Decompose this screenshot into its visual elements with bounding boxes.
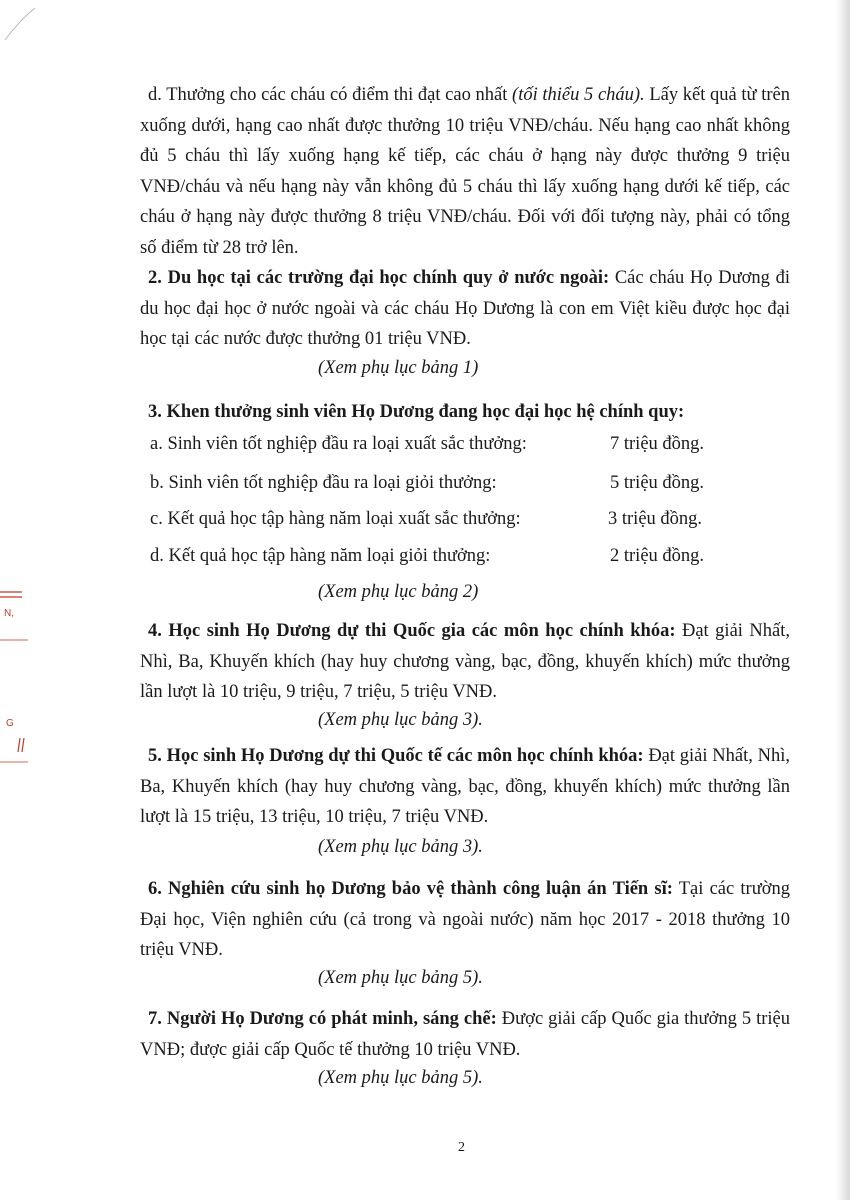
row-amount: 2 triệu đồng. (610, 546, 705, 566)
row-amount: 3 triệu đồng. (608, 509, 703, 529)
section-5-ref: (Xem phụ lục bảng 3). (318, 837, 483, 857)
section-4-title: 4. Học sinh Họ Dương dự thi Quốc gia các môn học chính khóa: (148, 621, 676, 641)
section-6 (140, 874, 790, 966)
section-2-title: 2. Du học tại các trường đại học chính quy ở nước ngoài: (148, 268, 610, 288)
paragraph-d-prefix: d. Thưởng cho các cháu có điểm thi đạt cao nhất (148, 85, 513, 105)
section-6-ref: (Xem phụ lục bảng 5). (318, 968, 483, 988)
section-6-title: 6. Nghiên cứu sinh họ Dương bảo vệ thành công luận án Tiến sĩ: (148, 879, 673, 899)
row-amount: 5 triệu đồng. (610, 473, 705, 493)
section-2 (140, 263, 790, 355)
row-label: b. Sinh viên tốt nghiệp đầu ra loại giỏi thưởng: (150, 473, 497, 493)
paragraph-d (140, 80, 790, 263)
section-5-title: 5. Học sinh Họ Dương dự thi Quốc tế các môn học chính khóa: (148, 746, 644, 766)
row-amount: 7 triệu đồng. (610, 434, 705, 454)
section-2-ref: (Xem phụ lục bảng 1) (318, 358, 479, 378)
row-label: c. Kết quả học tập hàng năm loại xuất sắc thưởng: (150, 509, 521, 529)
row-label: a. Sinh viên tốt nghiệp đầu ra loại xuất sắc thưởng: (150, 434, 527, 454)
section-7-body: Được giải cấp Quốc gia thưởng 5 triệu VNĐ; được giải cấp Quốc tế thưởng 10 triệu VNĐ. (140, 1009, 790, 1060)
section-7-ref: (Xem phụ lục bảng 5). (318, 1068, 483, 1088)
section-5 (140, 741, 790, 833)
margin-mark-text-1: N, (4, 608, 14, 619)
section-4-ref: (Xem phụ lục bảng 3). (318, 710, 483, 730)
section-4 (140, 616, 790, 708)
paragraph-d-rest: Lấy kết quả từ trên xuống dưới, hạng cao nhất được thưởng 10 triệu VNĐ/cháu. Nếu hạng cao nhất không đủ 5 cháu thì lấy xuống hạng kế tiếp, các cháu ở hạng này được thưởng 9 triệu VNĐ/cháu và nếu hạng này vẫn không đủ 5 cháu thì lấy xuống hạng dưới kế tiếp, các cháu ở hạng này được thưởng 8 triệu VNĐ/cháu. Đối với đối tượng này, phải có tổng số điểm từ 28 trở lên. (140, 85, 790, 258)
section-6-body: Tại các trường Đại học, Viện nghiên cứu (cả trong và ngoài nước) năm học 2017 - 2018 thưởng 10 triệu VNĐ. (140, 879, 791, 960)
section-3-ref: (Xem phụ lục bảng 2) (318, 582, 479, 602)
margin-mark-text-2: G (6, 718, 14, 729)
page-edge-shadow (836, 0, 850, 1200)
margin-stamp-marks (0, 0, 40, 1200)
section-3-title-text: 3. Khen thưởng sinh viên Họ Dương đang học đại học hệ chính quy: (148, 402, 685, 422)
section-2-body: Các cháu Họ Dương đi du học đại học ở nước ngoài và các cháu Họ Dương là con em Việt kiều được học đại học tại các nước được thưởng 01 triệu VNĐ. (140, 268, 791, 349)
section-7-title: 7. Người Họ Dương có phát minh, sáng chế: (148, 1009, 497, 1029)
section-7 (140, 1004, 790, 1065)
section-3-title (140, 397, 790, 428)
section-5-body: Đạt giải Nhất, Nhì, Ba, Khuyến khích (hay huy chương vàng, bạc, đồng, khuyến khích) mức thưởng lần lượt là 15 triệu, 13 triệu, 10 triệu, 7 triệu VNĐ. (140, 746, 790, 827)
section-4-body: Đạt giải Nhất, Nhì, Ba, Khuyến khích (hay huy chương vàng, bạc, đồng, khuyến khích) mức thưởng lần lượt là 10 triệu, 9 triệu, 7 triệu, 5 triệu VNĐ. (140, 621, 790, 702)
paragraph-d-italic: (tối thiểu 5 cháu). (512, 85, 645, 105)
page-number: 2 (458, 1140, 465, 1155)
row-label: d. Kết quả học tập hàng năm loại giỏi thưởng: (150, 546, 491, 566)
